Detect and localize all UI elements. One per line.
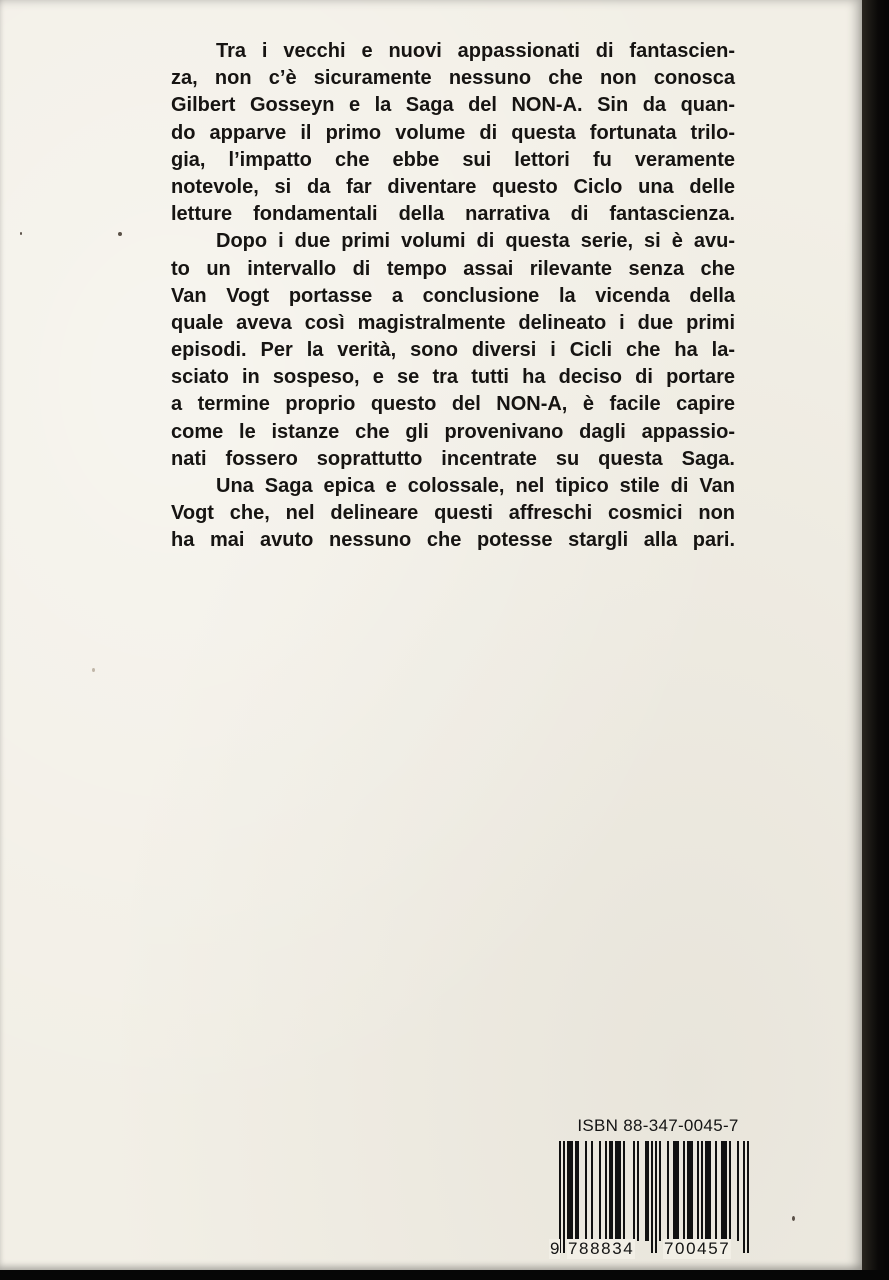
blurb-line: a termine proprio questo del NON-A, è facile capire: [171, 393, 735, 416]
barcode-bar: [599, 1141, 601, 1241]
barcode-bar: [575, 1141, 577, 1241]
blurb-line: quale aveva così magistralmente delineato i due primi: [171, 311, 735, 334]
barcode-bar: [675, 1141, 677, 1241]
paragraph-2: [171, 228, 735, 473]
barcode-bar: [619, 1141, 621, 1241]
barcode-bar: [563, 1141, 565, 1253]
paper-speck: [20, 232, 22, 235]
barcode-bar: [611, 1141, 613, 1241]
barcode-bar: [697, 1141, 699, 1241]
barcode-bar: [569, 1141, 571, 1241]
barcode-bar: [689, 1141, 691, 1241]
barcode-bar: [709, 1141, 711, 1241]
barcode-bar: [623, 1141, 625, 1241]
barcode-bar: [729, 1141, 731, 1241]
barcode-bar: [725, 1141, 727, 1241]
paper-speck: [792, 1216, 795, 1221]
barcode-bar: [691, 1141, 693, 1241]
blurb-line: gia, l’impatto che ebbe sui lettori fu veramente: [171, 148, 735, 171]
barcode-bar: [687, 1141, 689, 1241]
paragraph-3: [171, 473, 735, 555]
blurb-line: to un intervallo di tempo assai rilevante senza che: [171, 257, 735, 280]
barcode-bar: [647, 1141, 649, 1241]
blurb-line: episodi. Per la verità, sono diversi i Cicli che ha la-: [171, 339, 735, 362]
paragraph-1: [171, 38, 735, 228]
barcode-bar: [659, 1141, 661, 1241]
barcode-bar: [743, 1141, 745, 1253]
barcode-bar: [723, 1141, 725, 1241]
barcode-bar: [645, 1141, 647, 1241]
blurb-line: za, non c’è sicuramente nessuno che non conosca: [171, 67, 735, 90]
barcode-digits: [547, 1239, 761, 1265]
barcode-bar: [677, 1141, 679, 1241]
barcode-bar: [721, 1141, 723, 1241]
blurb-line: Una Saga epica e colossale, nel tipico stile di Van: [216, 475, 735, 497]
blurb-line: nati fossero soprattutto incentrate su questa Saga.: [171, 447, 735, 470]
blurb-line: Van Vogt portasse a conclusione la vicenda della: [171, 284, 735, 307]
isbn-block: [547, 1115, 761, 1270]
barcode-bar: [591, 1141, 593, 1241]
barcode-bar: [585, 1141, 587, 1241]
blurb-line: Gilbert Gosseyn e la Saga del NON-A. Sin da quan-: [171, 94, 735, 117]
barcode-bar: [577, 1141, 579, 1241]
barcode-bar: [633, 1141, 635, 1241]
barcode-bar: [571, 1141, 573, 1241]
barcode-bar: [615, 1141, 617, 1241]
blurb-line: ha mai avuto nessuno che potesse stargli alla pari.: [171, 529, 735, 552]
barcode-bar: [667, 1141, 669, 1241]
barcode-bar: [651, 1141, 653, 1253]
blurb-text: [171, 38, 735, 555]
barcode-bar: [655, 1141, 657, 1253]
barcode-bar: [737, 1141, 739, 1241]
paper-speck: [118, 232, 122, 236]
barcode-bar: [567, 1141, 569, 1241]
cover-right-edge: [862, 0, 889, 1280]
barcode-lead-digit: 9: [550, 1239, 560, 1258]
barcode-bar: [747, 1141, 749, 1253]
cover-bottom-edge: [0, 1270, 889, 1280]
blurb-line: letture fondamentali della narrativa di fantascienza.: [171, 203, 735, 226]
blurb-line: do apparve il primo volume di questa fortunata trilo-: [171, 121, 735, 144]
barcode-bar: [683, 1141, 685, 1241]
blurb-line: Dopo i due primi volumi di questa serie, si è avu-: [216, 230, 735, 253]
blurb-line: sciato in sospeso, e se tra tutti ha deciso di portare: [171, 366, 735, 389]
blurb-line: notevole, si da far diventare questo Ciclo una delle: [171, 175, 735, 198]
barcode-digit-group-left: 788834: [568, 1239, 635, 1258]
barcode: [547, 1137, 761, 1270]
barcode-bar: [609, 1141, 611, 1241]
barcode-bar: [707, 1141, 709, 1241]
blurb-line: Vogt che, nel delineare questi affreschi cosmici non: [171, 502, 735, 525]
barcode-digit-group-right: 700457: [664, 1239, 731, 1258]
paper-speck: [92, 668, 95, 672]
barcode-bar: [637, 1141, 639, 1241]
blurb-line: Tra i vecchi e nuovi appassionati di fantascien-: [216, 40, 735, 62]
barcode-bar: [705, 1141, 707, 1241]
barcode-bar: [673, 1141, 675, 1241]
blurb-line: come le istanze che gli provenivano dagli appassio-: [171, 420, 735, 443]
barcode-bar: [715, 1141, 717, 1241]
barcode-bar: [605, 1141, 607, 1241]
isbn-label: ISBN 88-347-0045-7: [577, 1116, 739, 1135]
barcode-bar: [617, 1141, 619, 1241]
barcode-bar: [701, 1141, 703, 1241]
barcode-bar: [559, 1141, 561, 1253]
